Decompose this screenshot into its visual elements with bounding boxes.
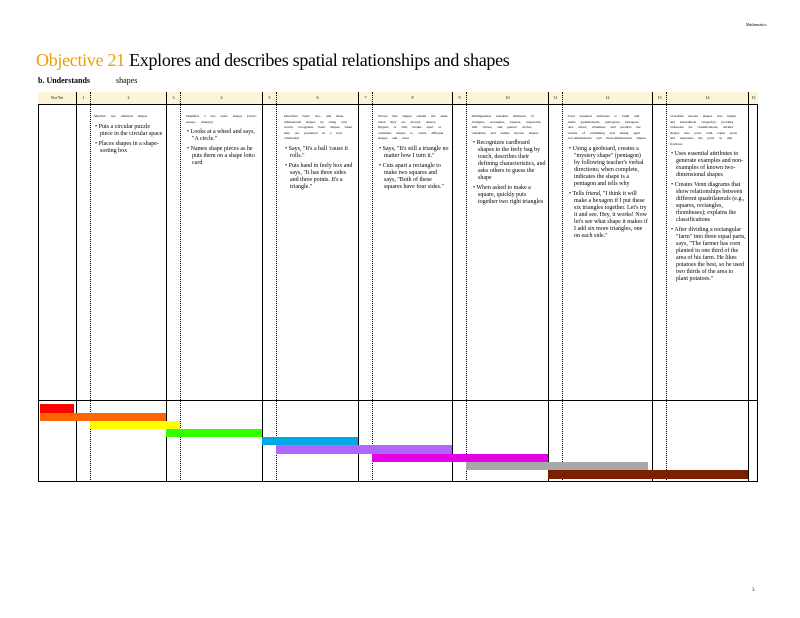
example-bullet: • Uses essential attributes to generate examples and non-examples of known two-dimensional shapes	[671, 151, 744, 178]
example-bullet: • Tells friend, "I think it will make a hexagon if I put these six triangles together. Let's try it and see. Hey, it works! Now let's see what shape it makes if I add six more triangles, one on each side."	[569, 190, 648, 239]
column-divider	[372, 92, 373, 482]
objective-text: Explores and describes spatial relationships and shapes	[129, 50, 510, 70]
column-divider	[76, 92, 77, 482]
band-yellow	[90, 421, 180, 429]
column-divider	[262, 92, 263, 482]
example-bullet: • Cuts apart a rectangle to make two squares and says, "Both of these squares have four sides."	[379, 162, 444, 190]
band-green	[166, 429, 262, 437]
column-divider	[666, 92, 667, 482]
header-not-yet: Not Yet	[50, 95, 64, 100]
header-level-2: 2	[127, 95, 130, 100]
column-divider	[466, 92, 467, 482]
column-divider	[652, 92, 653, 482]
header-level-1: 1	[82, 95, 85, 100]
header-level-15: 15	[751, 95, 756, 100]
header-level-9: 9	[458, 95, 461, 100]
header-level-3: 3	[172, 95, 175, 100]
indicator-description: Uses essential attributes to build and name quadrilaterals, pentagons, hexagons, and cubes; visualizes and predicts the results of combining and taking apart two-dimensional and three-dimensional shapes	[568, 114, 646, 140]
band-red	[40, 404, 74, 413]
example-bullet: • Recognizes cardboard shapes in the feely bag by touch, describes their defining characteristics, and asks others to guess the shape	[473, 140, 546, 181]
band-purple	[276, 445, 452, 454]
indicator-description: Shows that shapes remain the same when they are moved, turned, flipped, or slid; breaks apart or combines shapes to create different shapes and sizes	[378, 114, 448, 140]
indicator-description: Identifies a few basic shapes (circle, square, triangle)	[186, 114, 257, 124]
header-level-6: 6	[316, 95, 319, 100]
header-level-12: 12	[605, 95, 610, 100]
example-bullet: • Using a geoboard, creates a "mystery shape" (pentagon) by following teacher's verbal directions; when complete, indicates the shape is a pentagon and tells why	[569, 145, 644, 187]
band-orange	[40, 413, 166, 421]
indicator-description: Describes basic two- and three-dimensional shapes by using own words; recognizes basic shapes when they are presented in a new orientation	[284, 114, 353, 140]
header-level-8: 8	[411, 95, 414, 100]
column-level-12	[568, 114, 648, 243]
column-divider	[358, 92, 359, 482]
header-level-10: 10	[505, 95, 510, 100]
column-level-4	[186, 114, 260, 170]
header-level-4: 4	[220, 95, 223, 100]
column-divider	[180, 92, 181, 482]
band-magenta	[372, 454, 548, 462]
column-divider	[276, 92, 277, 482]
example-bullet: • When asked to make a square, quickly puts together two right triangles	[473, 185, 544, 205]
column-divider	[452, 92, 453, 482]
column-divider	[748, 92, 749, 482]
sub-objective	[38, 76, 137, 85]
color-band-separator	[38, 400, 758, 401]
example-bullet: • Names shape pieces as he puts them on a shape lotto card	[187, 146, 255, 166]
column-level-10	[472, 114, 546, 209]
example-bullet: • After dividing a rectangular "farm" into three equal parts, says, "The farmer has corn planted in one third of the area of his farm. He likes potatoes the best, so he used two thirds of the area to plant potatoes."	[671, 227, 746, 282]
column-level-14	[670, 114, 746, 286]
indicator-description: Classifies known shapes into higher and subordinate categories; provides rationales for classifications; divides shapes into parts with equal areas and expresses the parts as unit fractions	[670, 114, 737, 146]
objective-title	[36, 50, 509, 71]
indicator-description: Distinguishes essential attributes of triangles, rectangles, squares, trapezoids, half circles, and quarter circles; visualizes and names known shapes	[472, 114, 542, 135]
column-divider	[548, 92, 549, 482]
objective-number: Objective 21	[36, 50, 125, 70]
header-level-13: 13	[657, 95, 662, 100]
band-blue	[262, 437, 358, 445]
sub-objective-text: shapes	[116, 76, 138, 85]
column-level-6	[284, 114, 356, 194]
example-bullet: • Creates Venn diagrams that show relationships between different quadrilaterals (e.g., squares, rectangles, rhombuses); explains the classifications	[671, 182, 745, 223]
column-divider	[562, 92, 563, 482]
column-level-8	[378, 114, 450, 194]
header-level-11: 11	[553, 95, 558, 100]
header-level-14: 14	[705, 95, 710, 100]
page-number: 3	[752, 588, 755, 593]
example-bullet: • Places shapes in a shape-sorting box	[95, 140, 159, 154]
band-brown	[548, 470, 748, 479]
example-bullet: • Looks at a wheel and says, "A circle."	[187, 129, 255, 142]
indicator-description: Matches two identical shapes	[94, 114, 148, 118]
header-level-7: 7	[364, 95, 367, 100]
example-bullet: • Says, "It's still a triangle no matter how I turn it."	[379, 145, 449, 159]
example-bullet: • Says, "It's a ball 'cause it rolls."	[285, 145, 348, 159]
header-level-5: 5	[268, 95, 271, 100]
corner-label: Mathematics	[746, 22, 767, 27]
column-level-2	[94, 114, 164, 158]
band-gray	[466, 462, 648, 470]
sub-objective-label: b. Understands	[38, 76, 91, 85]
example-bullet: • Puts a circular puzzle piece in the circular space	[95, 123, 163, 137]
example-bullet: • Puts hand in feely box and says, "It has three sides and three points. It's a triangle."	[285, 162, 353, 190]
